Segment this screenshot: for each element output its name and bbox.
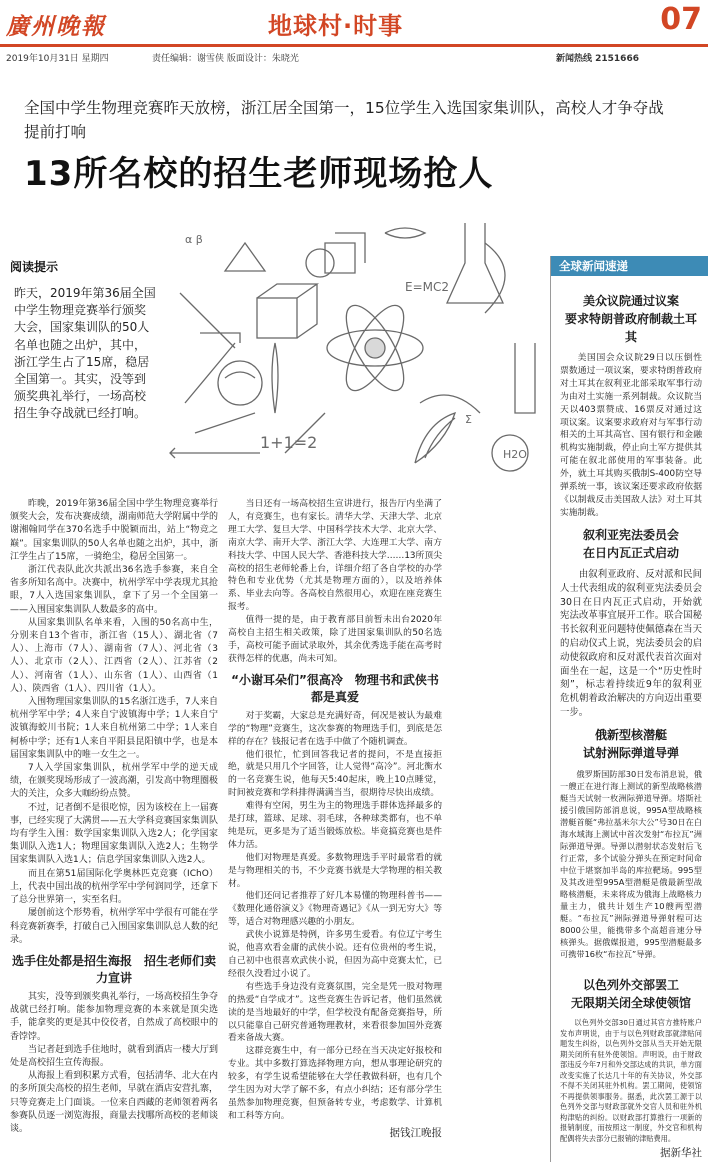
svg-text:α β: α β <box>185 233 203 246</box>
news-hotline: 新闻热线 2151666 <box>556 54 639 64</box>
paragraph: 有些选手身边没有竞赛氛围，完全是凭一股对物理的热爱“自学成才”。这些竞赛生告诉记者，他们虽然就读的是当地最好的中学，但学校没有配备竞赛指导，所以只能靠自己研究普通物理教材，来看很参加国外竞赛看来备战大赛。 <box>228 981 442 1044</box>
issue-date: 2019年10月31日 星期四 <box>6 54 109 64</box>
news-brief-headline: 在日内瓦正式启动 <box>582 546 679 560</box>
news-brief-headline: 以色列外交部罢工 <box>582 978 679 992</box>
masthead <box>0 0 708 44</box>
byline: 据新华社 <box>660 1147 702 1159</box>
section-subhead: “小谢耳朵们”很高冷 物理书和武侠书都是真爱 <box>231 672 439 704</box>
news-brief-headline: 无限期关闭全球使领馆 <box>570 996 691 1010</box>
paragraph: 武侠小说算是特例，许多男生爱看。有位辽宁考生说，他喜欢看金庸的武侠小说。还有位贵州的考生说，自己初中也很喜欢武侠小说，但因为高中竞赛太忙，已经很久没看过小说了。 <box>228 930 442 979</box>
article-column-2 <box>228 498 442 1140</box>
svg-text:Σ: Σ <box>465 413 472 426</box>
byline: 据钱江晚报 <box>389 1126 442 1139</box>
section-subhead: 选手住处都是招生海报 招生老师们卖力宣讲 <box>11 953 216 985</box>
reading-tip-box <box>10 258 156 423</box>
news-brief-headline: 试射洲际弹道导弹 <box>582 746 679 760</box>
news-brief <box>560 976 702 1159</box>
paragraph: 他们还问记者推荐了好几本易懂的物理科普书——《数理化通俗演义》《物理奇遇记》《从一到无穷大》等等，适合对物理感兴趣的小朋友。 <box>228 891 442 928</box>
reading-tip-label: 阅读提示 <box>10 260 59 274</box>
paragraph: 由叙利亚政府、反对派和民间人士代表组成的叙利亚宪法委员会30日在日内瓦正式启动，开始就宪法改革事宜展开工作。联合国秘书长叙利亚问题特使佩德森在当天的启动仪式上说，宪法委员会的启动使叙政府和反对派代表首次面对面坐在一起，这是一个“历史性时刻”，标志着持续近9年的叙利亚危机朝着政治解决的方向迈出重要一步。 <box>560 569 702 718</box>
paragraph: 入围物理国家集训队的15名浙江选手，7人来自杭州学军中学；4人来自宁波镇海中学；1人来自宁波镇海蛟川书院；1人来自杭州第二中学；1人来自柯桥中学；还有1人来自平阳县昆阳镇中学，也是本届国家集训队中的唯一女生之一。 <box>10 697 218 760</box>
paragraph: 美国国会众议院29日以压倒性票数通过一项议案，要求特朗普政府对土耳其在叙利亚北部采取军事行动为由对土实施一系列制裁。众议院当天以403票赞成、16票反对通过这项议案。议案要求政府对与军事行动相关的土耳其高官、国有银行和金融机构实施制裁，停止向土军方提供其可能在叙北部使用的军事装备。此外，就土耳其购买俄制S-400防空导弹系统一事，该议案还要求政府依据《以制裁反击美国敌人法》对土耳其实施制裁。 <box>560 353 702 518</box>
svg-text:E=MC2: E=MC2 <box>405 280 450 294</box>
world-news-sidebar <box>550 256 708 1162</box>
paragraph: 他们对物理是真爱。多数物理选手平时最常看的就是与物理相关的书，不少竞赛书就是大学物理的相关教材。 <box>228 852 442 889</box>
article-kicker: 全国中学生物理竞赛昨天放榜，浙江居全国第一，15位学生入选国家集训队，高校人才争夺战提前打响 <box>24 99 664 141</box>
paragraph: 浙江代表队此次共派出36名选手参赛，来自全省多所知名高中。决赛中，杭州学军中学表现尤其抢眼，7人入选国家集训队，拿下了另一个全国第一——入围国家集训队人数最多的高中。 <box>10 565 218 615</box>
paragraph: 屡创前这个形势看，杭州学军中学很有可能在学科竞赛新赛季，打破自己入围国家集训队总人数的纪录。 <box>10 908 218 945</box>
paragraph: 不过，记者倒不是很吃惊，因为该校在上一届赛事，已经实现了大满贯——五大学科竞赛国家集训队均有学生入围：数学国家集训队入选2人；化学国家集训队入选1人；物理国家集训队入选2人；生物学国家集训队入选1人；信息学国家集训队入选2人。 <box>10 802 218 866</box>
paragraph: 当记者赶到选手住地时，就看到酒店一楼大厅到处是高校招生宣传海报。 <box>10 1044 218 1068</box>
article-column-1 <box>10 498 218 1136</box>
news-brief-headline: 叙利亚宪法委员会 <box>582 528 679 542</box>
page-number: 07 <box>660 2 702 37</box>
svg-text:H2O: H2O <box>503 448 527 461</box>
news-brief <box>560 726 702 960</box>
svg-text:1+1=2: 1+1=2 <box>260 433 318 452</box>
news-brief-headline: 要求特朗普政府制裁土耳其 <box>564 312 697 344</box>
paragraph: 从海报上看到积累方式看，包括清华、北大在内的多所顶尖高校的招生老师，早就在酒店安营扎寨，只等竞赛走上门面谈。一位来自西藏的老师领着两名参赛队员逐一浏览海报，商量去找哪所高校的老师谈谈。 <box>10 1071 218 1134</box>
news-brief-headline: 美众议院通过议案 <box>582 294 679 308</box>
section-title: 地球村·时事 <box>268 12 404 40</box>
sidebar-tag: 全球新闻速递 <box>551 256 708 276</box>
news-brief <box>560 292 702 520</box>
paragraph: 7人入学国家集训队，杭州学军中学的逆天成绩，在颁奖现场形成了一波高潮，引发高中物理圈极大的关注，众多大咖纷纷点赞。 <box>10 763 218 800</box>
news-brief-headline: 俄新型核潜艇 <box>594 728 667 742</box>
paragraph: 而且在第51届国际化学奥林匹克竞赛（IChO）上，代表中国出战的杭州学军中学何润同学，还拿下了总分世界第一，实至名归。 <box>10 868 218 906</box>
article-headline: 13所名校的招生老师现场抢人 <box>24 154 494 194</box>
paragraph: 他们很忙，忙到回答我记者的提问，不是直接拒绝，就是只用几个字回答，让人觉得“高冷”。河北衡水的一名竞赛生说，他每天5:40起床，晚上10点睡觉，时间被竞赛和学科排得满满当当，很期待尽快出成绩。 <box>228 749 442 799</box>
paragraph: 昨晚，2019年第36届全国中学生物理竞赛举行颁奖大会，发布决赛成绩，湖南师范大学附属中学的谢湘翰同学在370名选手中脱颖而出，站上“物竞之巅”。国家集训队的50人名单也随之出炉，其中，浙江学生占了15席，一骑绝尘，稳居全国第一。 <box>10 499 218 562</box>
paragraph: 以色列外交部30日通过其官方推特账户发布声明说，由于与以色列财政部就津贴问题发生纠纷，以色列外交部从当天开始无限期关闭所有驻外使领馆。声明说，由于财政部违反今年7月和外交部达成的共识，单方面改变实施了长达几十年的有关协议，外交部不得不关闭其驻外机构。罢工期间，使领馆不再提供领事服务。据悉，此次罢工源于以色列外交部与财政部就外交官人员和驻外机构津贴的纠纷。以财政部打算推行一项新的报销制度，而按照这一制度，外交官和机构配偶将失去部分已报销的津贴费用。 <box>560 1018 702 1143</box>
paragraph: 其实，没等到颁奖典礼举行，一场高校招生争夺战就已经打响。能参加物理竞赛的本来就是顶尖选手，能拿奖的更是其中佼佼者，自然成了高校眼中的香饽饽。 <box>10 991 218 1042</box>
newspaper-logo: 廣州晚報 <box>6 13 106 40</box>
news-brief <box>560 526 702 720</box>
paragraph: 当日还有一场高校招生宣讲进行，报告厅内坐满了人，有竞赛生，也有家长。清华大学、天津大学、北京理工大学、复旦大学、中国科学技术大学、北京大学、南京大学、南开大学、浙江大学、大连理工大学、南方科技大学、中国人民大学、香港科技大学……13所顶尖高校的招生老师轮番上台，详细介绍了各自学校的办学特色和专业优势（尤其是物理方面的），以及培养体系、毕业去向等。各高校自然很用心，欢迎在座竞赛生报考。 <box>228 499 442 613</box>
paragraph: 对于奖霸，大家总是充满好奇，何况是被认为最难学的“物理”竞赛生，这次参赛的物理选手们，到底是怎样的存在？钱报记者在选手中做了个随机调查。 <box>228 710 442 747</box>
science-doodle-illustration <box>165 203 555 488</box>
paragraph: 值得一提的是，由于教育部目前暂未出台2020年高校自主招生相关政策，除了进国家集训队的50名选手，高校可能予面试录取外，其余优秀选手能在高考时获得怎样的优惠，尚未可知。 <box>228 615 442 664</box>
paragraph: 这群竞赛生中，有一部分已经在当天决定好报校和专业。其中多数打算选择物理方向，想从事理论研究的较多，有学生说希望能够在大学任教做科研，也有几个学生因为对大学了解不多，有点小纠结；还有部分学生虽然参加物理竞赛，但预备转专业，考虑数学、计算机和工科等方向。 <box>228 1046 442 1121</box>
masthead-rule <box>0 44 708 47</box>
paragraph: 俄罗斯国防部30日发布消息说，俄一艘正在进行海上测试的新型战略核潜艇当天试射一枚洲际弹道导弹。塔斯社援引俄国防部消息说，995A型战略核潜艇首艇“弗拉基米尔大公”号30日在白海水域海上测试中首次发射“布拉瓦”洲际弹道导弹。导弹以潜射状态发射后飞行正常，多个试验分弹头在预定时间命中位于堪察加半岛的库拉靶场。995型及其改进型995A型潜艇是俄最新型战略核潜艇，未来将成为俄海上战略核力量主力，俄共计划生产10艘两型潜艇。“布拉瓦”洲际弹道导弹射程可达8000公里，能携带多个高超音速分导核弹头。据俄媒报道，995型潜艇最多可携带16枚“布拉瓦”导弹。 <box>560 769 702 959</box>
paragraph: 难得有空闲，男生为主的物理选手群体选择最多的是打球，篮球、足球、羽毛球，各种球类都有，也不单纯是玩，更多是为了适当锻炼放松。毕竟搞竞赛也是件体力活。 <box>228 801 442 850</box>
editor-credits: 责任编辑：谢雪侠 版面设计：朱晓光 <box>152 54 299 64</box>
reading-tip-text: 昨天，2019年第36届全国中学生物理竞赛举行颁奖大会，国家集训队的50人名单也随之出炉，其中，浙江学生占了15席，稳居全国第一。其实，没等到颁奖典礼举行，一场高校招生争夺战就已经打响。 <box>14 286 156 421</box>
paragraph: 从国家集训队名单来看，入围的50名高中生，分别来自13个省市，浙江省（15人）、湖北省（7人）、上海市（7人）、湖南省（7人）、河北省（3人）、北京市（2人）、江西省（2人）、江苏省（2人）、河南省（1人）、山东省（1人）、山西省（1人）、陕西省（1人）、四川省（1人）。 <box>10 617 218 694</box>
